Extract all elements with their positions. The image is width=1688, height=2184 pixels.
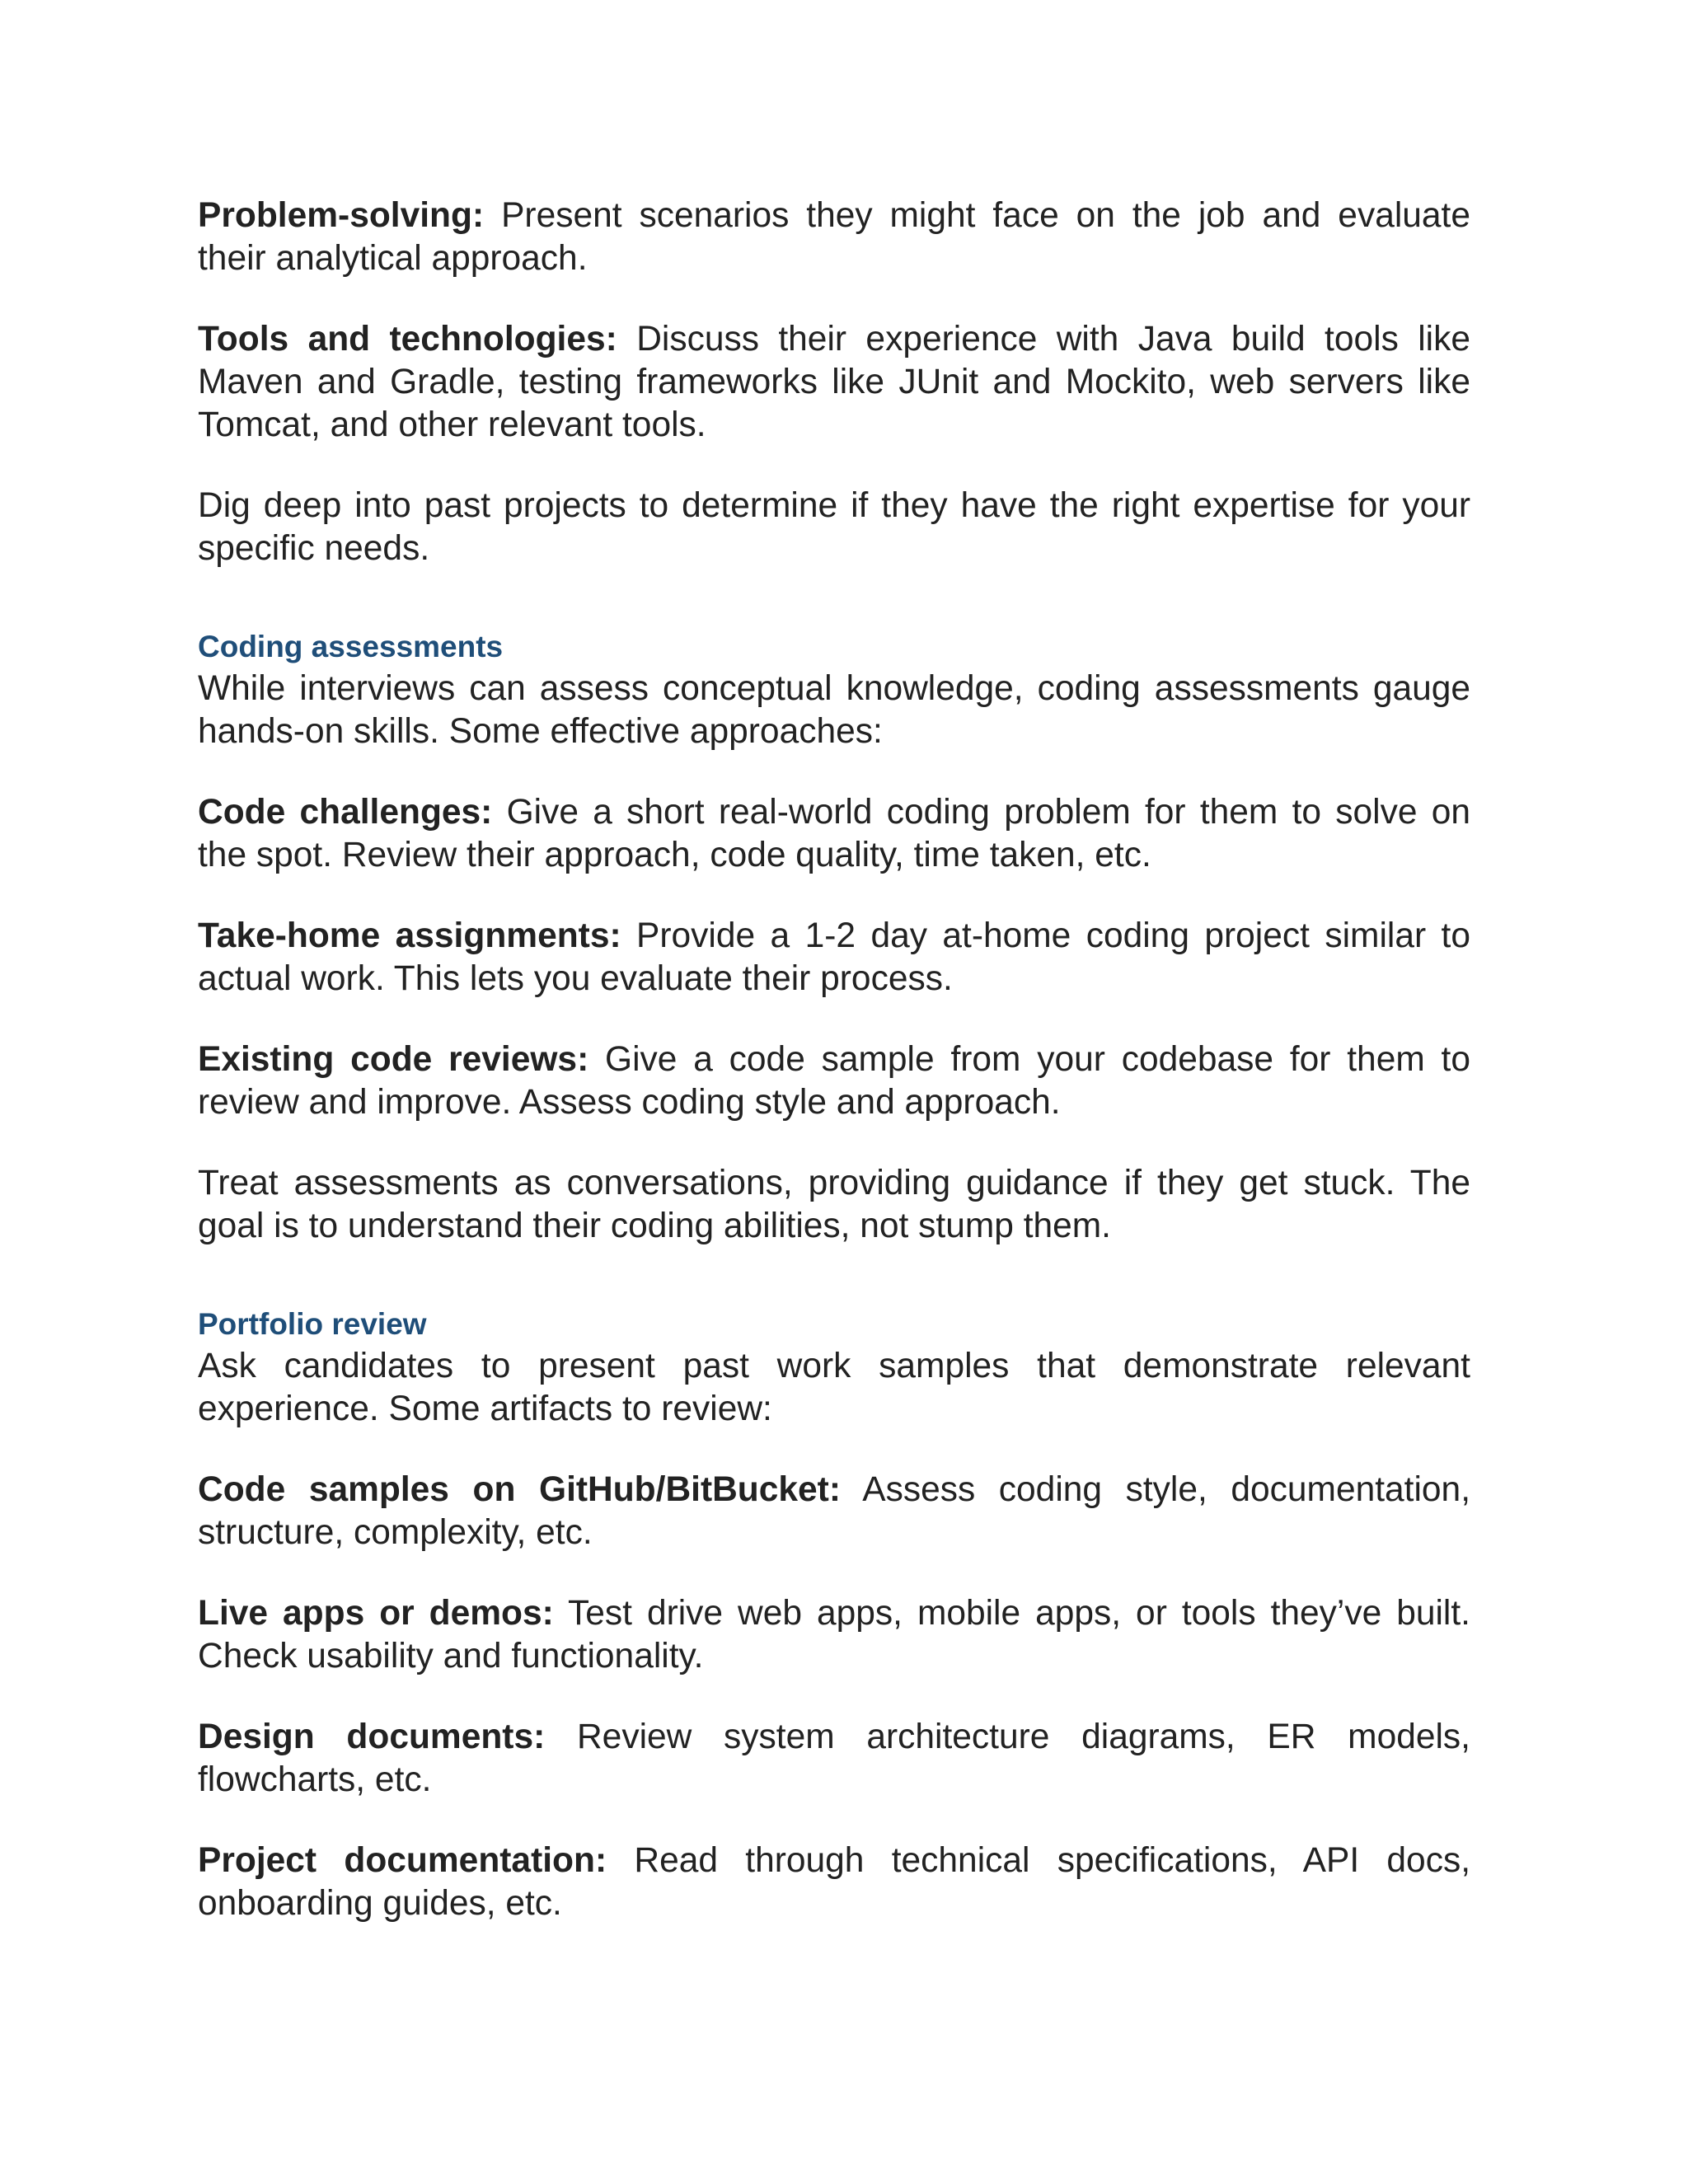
term-label: Code samples on GitHub/BitBucket:: [198, 1470, 841, 1509]
term-description: Test drive web apps, mobile apps, or tools they’ve built. Check usability and functionality.: [198, 1594, 1470, 1675]
term-label: Take-home assignments:: [198, 916, 621, 955]
term-description: Provide a 1-2 day at-home coding project similar to actual work. This lets you evaluate their process.: [198, 916, 1470, 998]
paragraph-code-challenges: [198, 791, 1470, 877]
term-description: Read through technical specifications, API docs, onboarding guides, etc.: [198, 1841, 1470, 1923]
term-description: Present scenarios they might face on the job and evaluate their analytical approach.: [198, 196, 1470, 278]
paragraph-project-documentation: [198, 1840, 1470, 1925]
section-heading-coding-assessments: Coding assessments: [198, 630, 504, 663]
term-label: Problem-solving:: [198, 196, 485, 235]
paragraph-portfolio-lead: Ask candidates to present past work samples that demonstrate relevant experience. Some artifacts to review:: [198, 1347, 1470, 1428]
term-label: Live apps or demos:: [198, 1594, 554, 1633]
paragraph-intro-closing: Dig deep into past projects to determine if they have the right expertise for your specific needs.: [198, 486, 1470, 568]
paragraph-tools-technologies: [198, 318, 1470, 447]
paragraph-problem-solving: [198, 194, 1470, 280]
term-description: Give a code sample from your codebase for them to review and improve. Assess coding style and approach.: [198, 1040, 1470, 1122]
term-description: Give a short real-world coding problem for them to solve on the spot. Review their approach, code quality, time taken, etc.: [198, 793, 1470, 874]
document-page: [198, 194, 1470, 1925]
paragraph-live-apps: [198, 1592, 1470, 1678]
term-description: Review system architecture diagrams, ER models, flowcharts, etc.: [198, 1718, 1470, 1799]
term-label: Design documents:: [198, 1718, 546, 1756]
paragraph-take-home-assignments: [198, 915, 1470, 1001]
term-label: Project documentation:: [198, 1841, 607, 1880]
paragraph-coding-closing: Treat assessments as conversations, providing guidance if they get stuck. The goal is to understand their coding abilities, not stump them.: [198, 1164, 1470, 1245]
term-label: Existing code reviews:: [198, 1040, 589, 1079]
paragraph-coding-lead: While interviews can assess conceptual knowledge, coding assessments gauge hands-on skills. Some effective approaches:: [198, 669, 1470, 751]
paragraph-design-documents: [198, 1716, 1470, 1802]
term-label: Tools and technologies:: [198, 320, 617, 359]
term-description: Discuss their experience with Java build tools like Maven and Gradle, testing frameworks like JUnit and Mockito, web servers like Tomcat, and other relevant tools.: [198, 320, 1470, 444]
section-heading-portfolio-review: Portfolio review: [198, 1307, 427, 1341]
paragraph-existing-code-reviews: [198, 1038, 1470, 1124]
term-description: Assess coding style, documentation, structure, complexity, etc.: [198, 1470, 1471, 1552]
term-label: Code challenges:: [198, 793, 493, 832]
paragraph-code-samples: [198, 1469, 1470, 1554]
